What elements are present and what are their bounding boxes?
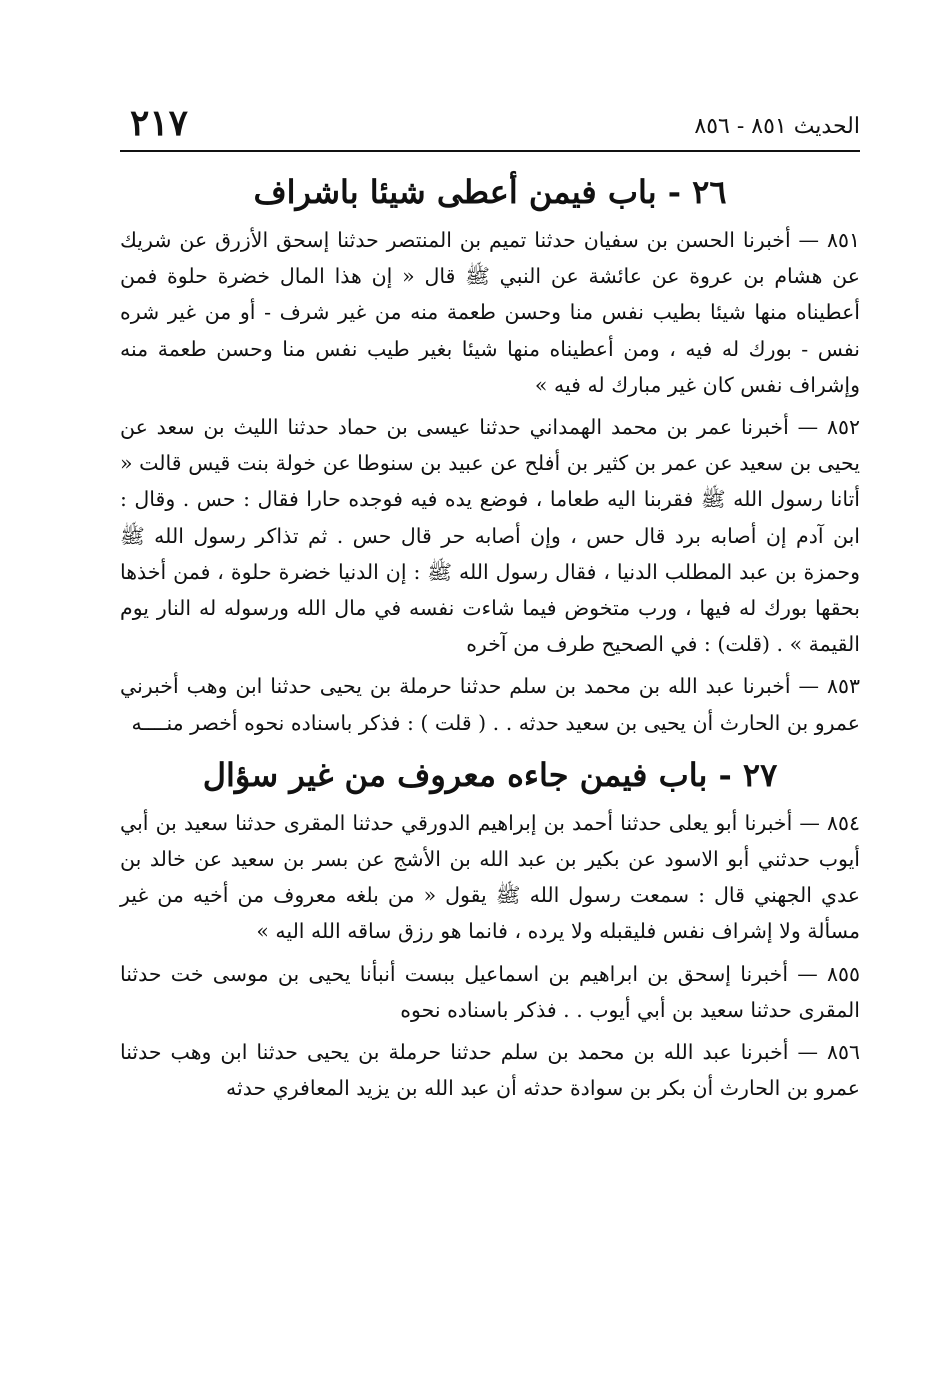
- hadith-paragraph: ٨٥٣ — أخبرنا عبد الله بن محمد بن سلم حدثنا حرملة بن يحيى حدثنا ابن وهب أخبرني عمرو بن الحارث أن يحيى بن سعيد حدثه . . ( قلت ) : فذكر باسناده نحوه أخصر منــــه: [120, 674, 860, 735]
- hadith-paragraph: ٨٥٤ — أخبرنا أبو يعلى حدثنا أحمد بن إبراهيم الدورقي حدثنا المقرى حدثنا سعيد بن أبي أيوب حدثني أبو الاسود عن بكير بن عبد الله بن الأشج عن بسر بن سعيد عن خالد بن عدي الجهني قال : سمعت رسول الله ﷺ يقول « من بلغه معروف من أخيه من غير مسألة ولا إشراف نفس فليقبله ولا يرده ، فانما هو رزق ساقه الله اليه »: [120, 810, 860, 944]
- hadith-range: الحديث ٨٥١ - ٨٥٦: [694, 114, 860, 139]
- header-rule: [120, 150, 860, 152]
- page-body: [120, 158, 860, 1112]
- chapter-title: ٢٦ - باب فيمن أعطى شيئا باشراف: [253, 173, 727, 211]
- hadith-paragraph: ٨٥١ — أخبرنا الحسن بن سفيان حدثنا تميم بن المنتصر حدثنا إسحق الأزرق عن شريك عن هشام بن عروة عن عائشة عن النبي ﷺ قال « إن هذا المال خضرة حلوة فمن أعطيناه منها شيئا بطيب نفس منا وحسن طعمة منه من غير شرف - أو من غير شره نفس - بورك له فيه ، ومن أعطيناه منها شيئا بغير طيب نفس منا وحسن طعمة منه وإشراف نفس كان غير مبارك له فيه »: [120, 228, 860, 397]
- hadith-paragraph: ٨٥٢ — أخبرنا عمر بن محمد الهمداني حدثنا عيسى بن حماد حدثنا الليث بن سعد عن يحيى بن سعيد عن عمر بن كثير بن أفلح عن عبيد بن سنوطا عن خولة بنت قيس قالت « أتانا رسول الله ﷺ فقربنا اليه طعاما ، فوضع يده فيه فوجده حارا فقال : حس . وقال : ابن آدم إن أصابه برد قال حس ، وإن أصابه حر قال حس . ثم تذاكر رسول الله ﷺ وحمزة بن عبد المطلب الدنيا ، فقال رسول الله ﷺ : إن الدنيا خضرة حلوة ، فمن أخذها بحقها بورك له فيها ، ورب متخوض فيما شاءت نفسه في مال الله ورسوله له النار يوم القيمة » . (قلت) : في الصحيح طرف من آخره: [120, 415, 860, 657]
- hadith-paragraph: ٨٥٥ — أخبرنا إسحق بن ابراهيم بن اسماعيل ببست أنبأنا يحيى بن موسى خت حدثنا المقرى حدثنا سعيد بن أبي أيوب . . فذكر باسناده نحوه: [120, 961, 860, 1022]
- page-header: [120, 100, 860, 150]
- chapter-title: ٢٧ - باب فيمن جاءه معروف من غير سؤال: [202, 755, 778, 794]
- page-number: ٢١٧: [130, 102, 189, 144]
- hadith-paragraph: ٨٥٦ — أخبرنا عبد الله بن محمد بن سلم حدثنا حرملة بن يحيى حدثنا ابن وهب حدثنا عمرو بن الحارث أن بكر بن سوادة حدثه أن عبد الله بن يزيد المعافري حدثه: [120, 1040, 860, 1101]
